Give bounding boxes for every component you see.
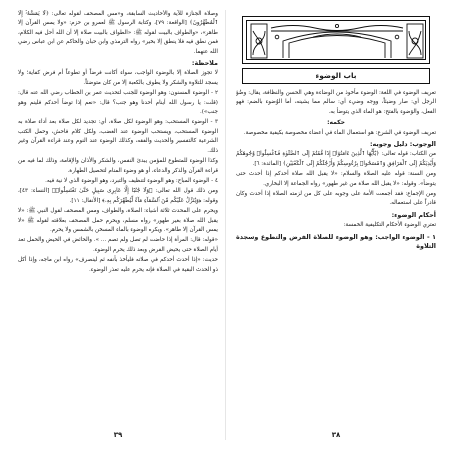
paragraph: «قوله: قال: المرأة إذا حاضت لم تصل ولم تصم ... ». والحائض في الحيض والحمل تعد أيام الصلاة حتى يحيض الفرض وبعد ذلك يحرم الوضوء. [18,237,218,253]
ornament-icon [243,17,431,65]
right-page [236,10,436,442]
paragraph: وكذا الوضوء للمتطوع للمؤمن يبدئ النفس، والشكر والأذان والإقامة، وذلك لما فيه من قراءة القرآن والذكر والدعاء، أو هو وضوء المنام لتحصيل الطهارة. [18,158,218,174]
ornamental-header-frame [242,16,430,64]
paragraph: ١ - الوضوء الواجب: وهو الوضوء للصلاة الفرض والتطوع وسجدة التلاوة [236,232,436,251]
paragraph: أحكام الوضوء: [391,210,436,219]
paragraph: ملاحظة: [191,59,218,68]
paragraph: ومن الإجماع: فقد أجمعت الأمة على وجوبه على كل من لزمته الصلاة إذا أحدث وكان قادراً على استعماله. [236,191,436,207]
paragraph: ٢ - الوضوء المسنون: وهو الوضوء للجنب لتحديث عمر بن الخطاب رضي الله عنه قال: (قلت: يا رسول الله أينام أحدنا وهو جنب؟ قال: «نعم إذا توضأ أحدكم فلينم وهو جنب»). [18,90,218,116]
right-page-number: ٣٨ [331,430,341,439]
paragraph: لا تجوز الصلاة إلا بالوضوء الواجب، سواء أكانت فرضاً أو تطوعاً أم فرض كفاية؛ ولا يسجد للتلاوة والشكر ولا يطوف بالكعبة إلا من كان متوضئاً. [18,70,218,86]
paragraph: ٣ - الوضوء المستحب: وهو الوضوء لكل صلاة، أي: تجديد لكل صلاة بعد أداء صلاة به الوضوء المستحب، ويستحب الوضوء عند الغضب، ولكل كلام فاحش، وحمل الكتب الشرعية كالتفسير والحديث والفقه، وكذلك الوضوء عند النوم وعند قراءة القرآن وغير ذلك. [18,119,218,154]
chapter-title: باب الوضوء [242,68,430,84]
paragraph: حكمه: [327,119,345,127]
paragraph: حديث: «إذا أحدث أحدكم في صلاته فليأخذ بأنفه ثم لينصرف» رواه ابن ماجه، وإذا أكل ذو الحدث البقية في الصلاة فإنه يحرم عليه تعذر الوضوء. [18,257,218,273]
paragraph: ومن ذلك قول الله تعالى: ﴿وَلَا جُنُبًا إِلَّا عَابِرِى سَبِيلٍ حَتَّىٰ تَغْتَسِلُوا۟﴾ [النساء: ٤٣]، وقوله: ﴿وَيُنَزِّلُ عَلَيْكُم مِّنَ ٱلسَّمَآءِ مَآءً لِّيُطَهِّرَكُم بِهِۦ﴾ [الأنفال: ١١]. [18,188,218,204]
paragraph: ويحرم على المحدث ثلاثة أشياء: الصلاة، والطواف، ومس المصحف لقول النبي ﷺ: «لا يقبل الله صلاة بغير طهور» رواه مسلم، ويحرم حمل المصحف بعلاقته لقوله ﷺ «لا يمس القرآن إلا طاهر». ويكره الوضوء بالماء المسخن بالشمس ولا يحرم. [18,208,218,233]
left-page-text [18,10,218,275]
left-page [18,10,218,442]
paragraph: من الكتاب: قوله تعالى: ﴿يَٰٓأَيُّهَا ٱلَّذِينَ ءَامَنُوٓا۟ إِذَا قُمْتُمْ إِلَى ٱلصَّلَوٰةِ فَٱغْسِلُوا۟ وُجُوهَكُمْ وَأَيْدِيَكُمْ إِلَى ٱلْمَرَافِقِ وَٱمْسَحُوا۟ بِرُءُوسِكُمْ وَأَرْجُلَكُمْ إِلَى ٱلْكَعْبَيْنِ﴾ [المائدة: ٦]. [236,151,436,167]
paragraph: ٤ - الوضوء المباح: وهو الوضوء لتنظيف والتبرد، وهو الوضوء الذي لا نية فيه. [45,177,218,184]
paragraph: تعريف الوضوء في الشرع: هو استعمال الماء في أعضاء مخصوصة بكيفية مخصوصة. [243,129,436,136]
book-gutter [225,10,226,440]
paragraph: وصلاة الجنازة للآية والأحاديث السابقة، و«مس المصحف لقوله تعالى: ﴿لَّا يَمَسُّهُۥٓ إِلَّا ٱلْمُطَهَّرُونَ﴾ [الواقعة: ٧٩]، وكتابة الرسول ﷺ لعمرو بن حزم: «ولا يمس القرآن إلا طاهر»، «والطواف بالبيت لقوله ﷺ: «الطواف بالبيت صلاة إلا أن الله أحل فيه الكلام، فمن نطق فيه فلا ينطق إلا بخير» رواه الترمذي وابن حبان والحاكم عن ابن عباس رضي الله عنهما. [18,11,218,55]
right-page-text [236,89,436,252]
paragraph: ومن السنة: قوله عليه الصلاة والسلام: «لا يقبل الله صلاة أحدكم إذا أحدث حتى يتوضأ». وقوله: «لا يقبل الله صلاة من غير طهور» رواه الجماعة إلا البخاري. [236,171,436,187]
paragraph: الوجوب: دليل وجوبه: [369,140,436,149]
paragraph: تعتري الوضوء الأحكام التكليفية الخمسة: [343,222,436,229]
left-page-number: ٣٩ [113,430,123,439]
paragraph: تعريف الوضوء في اللغة: الوضوء مأخوذ من الوضاءة وهي الحسن والنظافة، يقال: وضُؤ الرجل أي: صار وضيئاً، ووجه وضيء أي: سالم مما يشينه، أما الوُضوء بالضم: فهو الفعل، والوَضوء بالفتح: هو الماء الذي يتوضأ به. [236,90,436,115]
